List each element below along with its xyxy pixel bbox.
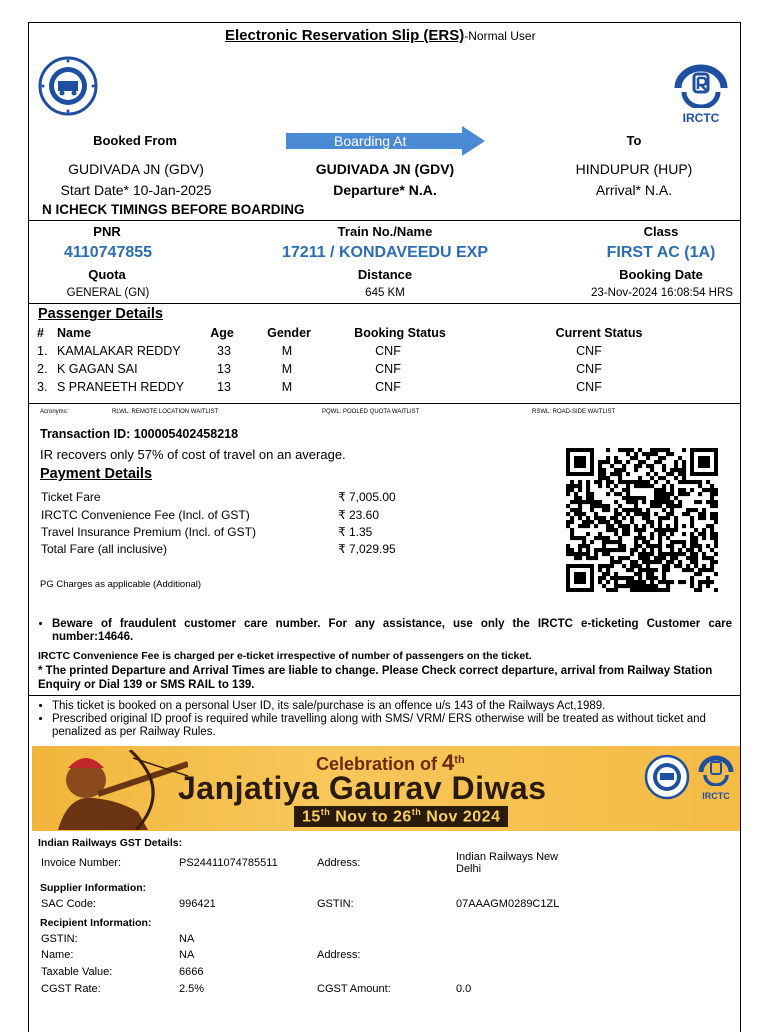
fraud-warning-list [38, 618, 732, 644]
class-label: Class [643, 224, 679, 239]
address-value: Indian Railways New Delhi [456, 851, 559, 875]
current-status: CNF [576, 362, 602, 376]
fraud-warning: • Beware of fraudulent customer care number. For any assistance, use only the IRCTC e-ticketing Customer care number:14646. [52, 618, 732, 644]
ticket-rules-list [38, 700, 742, 739]
row-num: 3. [37, 380, 48, 394]
personal-id-note: • This ticket is booked on a personal User ID, its sale/purchase is an offence u/s 143 of the Railways Act,1989. [52, 700, 742, 713]
cgst-amount-label: CGST Amount: [317, 983, 391, 995]
booking-status: CNF [375, 362, 401, 376]
passenger-gender: M [281, 362, 293, 376]
sac-value: 996421 [179, 898, 216, 910]
passenger-name: K GAGAN SAI [57, 362, 138, 376]
insurance-label: Travel Insurance Premium (Incl. of GST) [41, 525, 256, 539]
current-status: CNF [576, 344, 602, 358]
celebration-sup: th [454, 754, 465, 766]
irctc-logo-text: IRCTC [682, 111, 720, 125]
passenger-gender: M [281, 380, 293, 394]
supplier-info-label: Supplier Information: [40, 882, 147, 894]
divider [28, 303, 741, 304]
passenger-age: 33 [217, 344, 231, 358]
train-label: Train No./Name [337, 224, 433, 239]
address-label: Address: [317, 857, 361, 869]
col-gender: Gender [267, 326, 311, 340]
supplier-gstin-label: GSTIN: [317, 898, 354, 910]
id-proof-note: • Prescribed original ID proof is required while travelling along with SMS/ VRM/ ERS otherwise will be treated as without ticket and penalized as per Railway Rules. [52, 713, 742, 739]
pnr-value: 4110747855 [63, 244, 153, 261]
row-num: 2. [37, 362, 48, 376]
divider [28, 403, 741, 404]
booking-date-value: 23-Nov-2024 16:08:54 HRS [591, 287, 733, 299]
booked-from-label: Booked From [93, 133, 177, 148]
booking-status: CNF [375, 380, 401, 394]
date-start: 15 [302, 808, 321, 826]
cgst-rate-value: 2.5% [179, 983, 205, 995]
row-num: 1. [37, 344, 48, 358]
to-label: To [626, 133, 642, 148]
celebration-number: 4 [442, 750, 455, 775]
passenger-age: 13 [217, 380, 231, 394]
recipient-address-label: Address: [317, 949, 361, 961]
date-mid: Nov to 26 [330, 808, 412, 826]
taxable-value-label: Taxable Value: [41, 966, 113, 978]
from-station: GUDIVADA JN (GDV) [68, 161, 204, 177]
recovery-note: IR recovers only 57% of cost of travel on an average. [40, 447, 346, 462]
col-num: # [37, 326, 44, 340]
sac-label: SAC Code: [41, 898, 97, 910]
current-status: CNF [576, 380, 602, 394]
qr-code [566, 448, 718, 592]
insurance-value: ₹ 1.35 [338, 525, 373, 539]
banner-irctc-logo [696, 754, 736, 804]
convenience-fee-value: ₹ 23.60 [338, 508, 379, 522]
divider [28, 220, 741, 221]
date-start-sup: th [320, 807, 331, 817]
banner-irctc-text: IRCTC [702, 791, 730, 801]
recipient-gstin-value: NA [179, 933, 195, 945]
acronym-rlwl: RLWL: REMOTE LOCATION WAITLIST [112, 409, 219, 415]
cgst-rate-label: CGST Rate: [41, 983, 101, 995]
boarding-at-arrow [286, 126, 486, 156]
transaction-id: Transaction ID: 100005402458218 [40, 427, 239, 441]
departure-time: Departure* N.A. [333, 182, 437, 198]
banner-railways-logo [644, 754, 690, 800]
recipient-gstin-label: GSTIN: [41, 933, 78, 945]
cgst-amount-value: 0.0 [456, 983, 472, 995]
indian-railways-logo [38, 56, 98, 116]
recipient-info-label: Recipient Information: [40, 917, 152, 929]
quota-value: GENERAL (GN) [66, 287, 150, 299]
check-timings-note: N ICHECK TIMINGS BEFORE BOARDING [42, 202, 305, 217]
boarding-station: GUDIVADA JN (GDV) [315, 161, 455, 177]
booking-status: CNF [375, 344, 401, 358]
recipient-name-label: Name: [41, 949, 74, 961]
col-age: Age [210, 326, 234, 340]
date-end-sup: th [411, 807, 422, 817]
convenience-fee-note: IRCTC Convenience Fee is charged per e-ticket irrespective of number of passengers on the ticket. [38, 650, 532, 662]
class-value: FIRST AC (1A) [606, 244, 716, 261]
invoice-value: PS24411074785511 [179, 857, 278, 869]
passenger-name: KAMALAKAR REDDY [57, 344, 181, 358]
janjatiya-banner [32, 746, 740, 831]
invoice-label: Invoice Number: [41, 857, 122, 869]
celebration-prefix: Celebration of [316, 754, 438, 774]
ers-header [225, 27, 536, 45]
gst-title: Indian Railways GST Details: [38, 837, 183, 849]
convenience-fee-label: IRCTC Convenience Fee (Incl. of GST) [41, 508, 250, 522]
passenger-gender: M [281, 344, 293, 358]
col-booking-status: Booking Status [354, 326, 446, 340]
ticket-fare-label: Ticket Fare [41, 490, 101, 504]
banner-title: Janjatiya Gaurav Diwas [178, 770, 547, 806]
archer-illustration [38, 750, 188, 830]
payment-details-title: Payment Details [40, 466, 153, 482]
pg-charges-note: PG Charges as applicable (Additional) [40, 579, 202, 590]
arrival-time: Arrival* N.A. [595, 182, 673, 198]
acronym-pqwl: PQWL: POOLED QUOTA WAITLIST [322, 409, 420, 415]
timing-note: * The printed Departure and Arrival Times are liable to change. Please Check correct departure, arrival from Railway Station Enquiry or Dial 139 or SMS RAIL to 139. [38, 665, 713, 691]
distance-label: Distance [357, 267, 413, 282]
date-end: Nov 2024 [421, 808, 501, 826]
start-date: Start Date* 10-Jan-2025 [60, 182, 212, 198]
boarding-at-label: Boarding At [334, 133, 407, 149]
col-name: Name [57, 326, 92, 340]
ticket-fare-value: ₹ 7,005.00 [338, 490, 396, 504]
supplier-gstin-value: 07AAAGM0289C1ZL [456, 898, 560, 910]
acronym-rswl: RSWL: ROAD-SIDE WAITLIST [532, 409, 616, 415]
quota-label: Quota [88, 267, 126, 282]
divider [28, 695, 741, 696]
passenger-age: 13 [217, 362, 231, 376]
irctc-logo [670, 62, 732, 125]
total-fare-value: ₹ 7,029.95 [338, 542, 396, 556]
acronyms-label: Acronyms: [40, 409, 69, 415]
distance-value: 645 KM [365, 287, 405, 299]
banner-dates [294, 806, 508, 827]
train-value: 17211 / KONDAVEEDU EXP [281, 244, 489, 261]
booking-date-label: Booking Date [619, 267, 703, 282]
col-current-status: Current Status [555, 326, 643, 340]
pnr-label: PNR [93, 224, 121, 239]
total-fare-label: Total Fare (all inclusive) [41, 542, 168, 556]
ers-subtitle: -Normal User [464, 29, 536, 43]
passenger-name: S PRANEETH REDDY [57, 380, 185, 394]
to-station: HINDUPUR (HUP) [575, 161, 693, 177]
recipient-name-value: NA [179, 949, 195, 961]
taxable-value: 6666 [179, 966, 204, 978]
passenger-details-title: Passenger Details [38, 306, 163, 322]
ers-title: Electronic Reservation Slip (ERS) [225, 27, 465, 44]
